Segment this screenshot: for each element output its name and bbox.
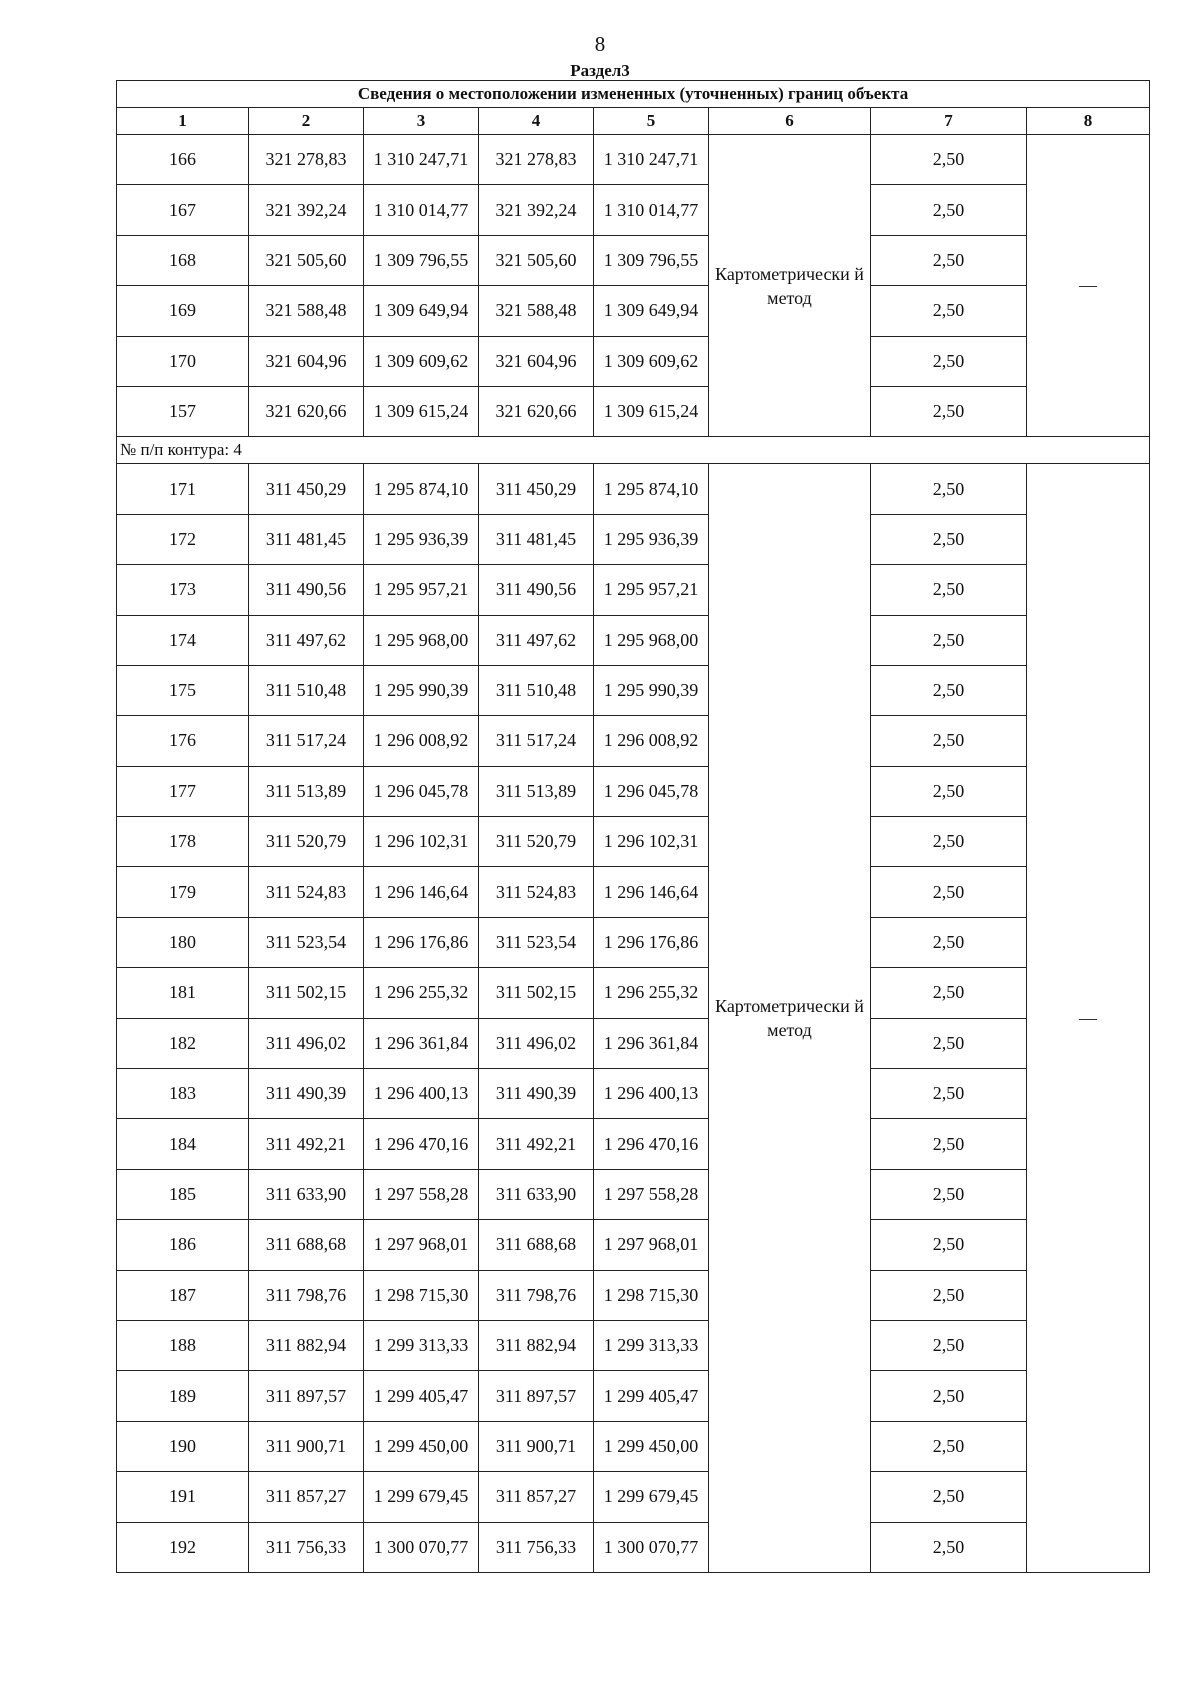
coordinate-y-cell: 1 299 679,45 xyxy=(364,1472,479,1522)
coordinate-x-cell: 311 633,90 xyxy=(249,1169,364,1219)
point-number-cell: 177 xyxy=(117,766,249,816)
table-row xyxy=(117,565,1150,615)
table-caption-row xyxy=(117,81,1150,108)
coordinate-y-cell: 1 296 255,32 xyxy=(364,968,479,1018)
point-number-cell: 185 xyxy=(117,1169,249,1219)
table-row xyxy=(117,1371,1150,1421)
table-row xyxy=(117,1320,1150,1370)
coordinate-y-cell: 1 299 313,33 xyxy=(594,1320,709,1370)
accuracy-cell: 2,50 xyxy=(871,386,1027,436)
coordinate-x-cell: 311 520,79 xyxy=(479,817,594,867)
point-number-cell: 166 xyxy=(117,135,249,185)
coordinate-y-cell: 1 309 649,94 xyxy=(364,286,479,336)
accuracy-cell: 2,50 xyxy=(871,514,1027,564)
table-row xyxy=(117,185,1150,235)
coordinate-y-cell: 1 309 796,55 xyxy=(364,235,479,285)
point-number-cell: 183 xyxy=(117,1069,249,1119)
coordinate-x-cell: 321 604,96 xyxy=(479,336,594,386)
coordinate-x-cell: 311 798,76 xyxy=(249,1270,364,1320)
coordinate-x-cell: 311 756,33 xyxy=(249,1522,364,1572)
table-row xyxy=(117,336,1150,386)
accuracy-cell: 2,50 xyxy=(871,1522,1027,1572)
point-number-cell: 178 xyxy=(117,817,249,867)
accuracy-cell: 2,50 xyxy=(871,1119,1027,1169)
coordinate-y-cell: 1 310 014,77 xyxy=(364,185,479,235)
accuracy-cell: 2,50 xyxy=(871,766,1027,816)
point-number-cell: 174 xyxy=(117,615,249,665)
accuracy-cell: 2,50 xyxy=(871,817,1027,867)
coordinate-x-cell: 311 502,15 xyxy=(249,968,364,1018)
coordinate-y-cell: 1 299 450,00 xyxy=(364,1421,479,1471)
coordinate-x-cell: 311 502,15 xyxy=(479,968,594,1018)
coordinate-x-cell: 311 481,45 xyxy=(479,514,594,564)
coordinate-y-cell: 1 309 649,94 xyxy=(594,286,709,336)
coordinate-y-cell: 1 309 796,55 xyxy=(594,235,709,285)
point-number-cell: 157 xyxy=(117,386,249,436)
point-number-cell: 169 xyxy=(117,286,249,336)
coordinate-x-cell: 311 688,68 xyxy=(479,1220,594,1270)
coordinate-x-cell: 321 588,48 xyxy=(249,286,364,336)
coordinate-y-cell: 1 296 045,78 xyxy=(364,766,479,816)
table-row xyxy=(117,1421,1150,1471)
coordinate-x-cell: 311 633,90 xyxy=(479,1169,594,1219)
coordinate-x-cell: 311 490,39 xyxy=(479,1069,594,1119)
coordinate-x-cell: 311 882,94 xyxy=(479,1320,594,1370)
coordinate-y-cell: 1 296 470,16 xyxy=(364,1119,479,1169)
boundary-coordinates-table xyxy=(116,80,1150,1573)
accuracy-cell: 2,50 xyxy=(871,615,1027,665)
coordinate-x-cell: 311 882,94 xyxy=(249,1320,364,1370)
coordinate-x-cell: 321 392,24 xyxy=(249,185,364,235)
accuracy-cell: 2,50 xyxy=(871,917,1027,967)
coordinate-y-cell: 1 296 176,86 xyxy=(594,917,709,967)
contour-label: № п/п контура: 4 xyxy=(117,437,1150,464)
accuracy-cell: 2,50 xyxy=(871,1069,1027,1119)
accuracy-cell: 2,50 xyxy=(871,135,1027,185)
point-number-cell: 170 xyxy=(117,336,249,386)
column-header: 2 xyxy=(249,108,364,135)
coordinate-y-cell: 1 296 008,92 xyxy=(364,716,479,766)
point-number-cell: 192 xyxy=(117,1522,249,1572)
coordinate-y-cell: 1 310 247,71 xyxy=(364,135,479,185)
table-row xyxy=(117,817,1150,867)
coordinate-x-cell: 311 688,68 xyxy=(249,1220,364,1270)
table-row xyxy=(117,665,1150,715)
column-header: 1 xyxy=(117,108,249,135)
point-number-cell: 187 xyxy=(117,1270,249,1320)
coordinate-x-cell: 311 857,27 xyxy=(479,1472,594,1522)
point-number-cell: 191 xyxy=(117,1472,249,1522)
coordinate-y-cell: 1 296 102,31 xyxy=(594,817,709,867)
coordinate-y-cell: 1 295 968,00 xyxy=(364,615,479,665)
page-number: 8 xyxy=(594,32,606,56)
point-number-cell: 180 xyxy=(117,917,249,967)
coordinate-x-cell: 311 497,62 xyxy=(479,615,594,665)
coordinate-x-cell: 321 505,60 xyxy=(479,235,594,285)
accuracy-cell: 2,50 xyxy=(871,1018,1027,1068)
coordinate-x-cell: 311 510,48 xyxy=(479,665,594,715)
column-header: 5 xyxy=(594,108,709,135)
table-row xyxy=(117,1069,1150,1119)
column-header: 8 xyxy=(1027,108,1150,135)
accuracy-cell: 2,50 xyxy=(871,1421,1027,1471)
accuracy-cell: 2,50 xyxy=(871,867,1027,917)
coordinate-y-cell: 1 296 470,16 xyxy=(594,1119,709,1169)
coordinate-x-cell: 311 492,21 xyxy=(479,1119,594,1169)
method-cell: Картометрически й метод xyxy=(709,135,871,437)
coordinate-x-cell: 311 900,71 xyxy=(479,1421,594,1471)
coordinate-x-cell: 311 481,45 xyxy=(249,514,364,564)
coordinate-y-cell: 1 295 936,39 xyxy=(594,514,709,564)
coordinate-x-cell: 311 490,56 xyxy=(249,565,364,615)
accuracy-cell: 2,50 xyxy=(871,1320,1027,1370)
coordinate-y-cell: 1 299 313,33 xyxy=(364,1320,479,1370)
coordinate-x-cell: 311 510,48 xyxy=(249,665,364,715)
coordinate-x-cell: 311 524,83 xyxy=(249,867,364,917)
coordinate-x-cell: 311 520,79 xyxy=(249,817,364,867)
accuracy-cell: 2,50 xyxy=(871,1169,1027,1219)
point-number-cell: 190 xyxy=(117,1421,249,1471)
coordinate-x-cell: 311 798,76 xyxy=(479,1270,594,1320)
table-row xyxy=(117,1018,1150,1068)
point-number-cell: 189 xyxy=(117,1371,249,1421)
coordinate-x-cell: 321 392,24 xyxy=(479,185,594,235)
coordinate-x-cell: 311 524,83 xyxy=(479,867,594,917)
table-row xyxy=(117,1270,1150,1320)
accuracy-cell: 2,50 xyxy=(871,464,1027,514)
coordinate-y-cell: 1 295 874,10 xyxy=(594,464,709,514)
coordinate-y-cell: 1 295 990,39 xyxy=(364,665,479,715)
table-row xyxy=(117,1119,1150,1169)
coordinate-x-cell: 311 513,89 xyxy=(479,766,594,816)
accuracy-cell: 2,50 xyxy=(871,716,1027,766)
coordinate-y-cell: 1 296 361,84 xyxy=(364,1018,479,1068)
coordinate-y-cell: 1 296 176,86 xyxy=(364,917,479,967)
coordinate-y-cell: 1 296 255,32 xyxy=(594,968,709,1018)
coordinate-x-cell: 311 496,02 xyxy=(479,1018,594,1068)
coordinate-y-cell: 1 296 102,31 xyxy=(364,817,479,867)
coordinate-y-cell: 1 297 968,01 xyxy=(594,1220,709,1270)
point-number-cell: 175 xyxy=(117,665,249,715)
accuracy-cell: 2,50 xyxy=(871,1270,1027,1320)
coordinate-y-cell: 1 295 968,00 xyxy=(594,615,709,665)
point-number-cell: 167 xyxy=(117,185,249,235)
accuracy-cell: 2,50 xyxy=(871,286,1027,336)
coordinate-x-cell: 311 496,02 xyxy=(249,1018,364,1068)
coordinate-y-cell: 1 295 990,39 xyxy=(594,665,709,715)
table-row xyxy=(117,917,1150,967)
coordinate-x-cell: 311 897,57 xyxy=(249,1371,364,1421)
table-row xyxy=(117,1522,1150,1572)
coordinate-y-cell: 1 299 405,47 xyxy=(364,1371,479,1421)
coordinate-y-cell: 1 300 070,77 xyxy=(594,1522,709,1572)
point-number-cell: 172 xyxy=(117,514,249,564)
coordinate-x-cell: 311 897,57 xyxy=(479,1371,594,1421)
point-number-cell: 181 xyxy=(117,968,249,1018)
accuracy-cell: 2,50 xyxy=(871,336,1027,386)
coordinate-y-cell: 1 299 450,00 xyxy=(594,1421,709,1471)
accuracy-cell: 2,50 xyxy=(871,185,1027,235)
point-number-cell: 182 xyxy=(117,1018,249,1068)
accuracy-cell: 2,50 xyxy=(871,1220,1027,1270)
coordinate-y-cell: 1 296 146,64 xyxy=(594,867,709,917)
coordinate-y-cell: 1 309 609,62 xyxy=(594,336,709,386)
coordinate-y-cell: 1 298 715,30 xyxy=(364,1270,479,1320)
coordinate-y-cell: 1 296 400,13 xyxy=(364,1069,479,1119)
accuracy-cell: 2,50 xyxy=(871,968,1027,1018)
section-title: Раздел3 xyxy=(570,61,630,80)
accuracy-cell: 2,50 xyxy=(871,1472,1027,1522)
coordinate-y-cell: 1 296 045,78 xyxy=(594,766,709,816)
coordinate-x-cell: 311 450,29 xyxy=(249,464,364,514)
coordinate-x-cell: 321 604,96 xyxy=(249,336,364,386)
table-caption: Сведения о местоположении измененных (уточненных) границ объекта xyxy=(117,81,1150,108)
coordinate-x-cell: 321 620,66 xyxy=(479,386,594,436)
coordinate-x-cell: 311 513,89 xyxy=(249,766,364,816)
coordinate-y-cell: 1 297 968,01 xyxy=(364,1220,479,1270)
accuracy-cell: 2,50 xyxy=(871,235,1027,285)
table-row xyxy=(117,968,1150,1018)
table-row xyxy=(117,235,1150,285)
coordinate-x-cell: 311 756,33 xyxy=(479,1522,594,1572)
accuracy-cell: 2,50 xyxy=(871,1371,1027,1421)
table-row xyxy=(117,867,1150,917)
coordinate-x-cell: 311 900,71 xyxy=(249,1421,364,1471)
coordinate-x-cell: 311 523,54 xyxy=(249,917,364,967)
coordinate-y-cell: 1 296 008,92 xyxy=(594,716,709,766)
table-row xyxy=(117,766,1150,816)
coordinate-x-cell: 311 517,24 xyxy=(249,716,364,766)
coordinate-y-cell: 1 310 247,71 xyxy=(594,135,709,185)
coordinate-y-cell: 1 295 936,39 xyxy=(364,514,479,564)
coordinate-y-cell: 1 296 361,84 xyxy=(594,1018,709,1068)
note-cell: — xyxy=(1027,464,1150,1573)
coordinate-y-cell: 1 295 874,10 xyxy=(364,464,479,514)
table-row xyxy=(117,1220,1150,1270)
point-number-cell: 173 xyxy=(117,565,249,615)
coordinate-x-cell: 321 278,83 xyxy=(249,135,364,185)
note-cell: — xyxy=(1027,135,1150,437)
coordinate-y-cell: 1 296 146,64 xyxy=(364,867,479,917)
coordinate-x-cell: 321 588,48 xyxy=(479,286,594,336)
coordinate-y-cell: 1 310 014,77 xyxy=(594,185,709,235)
table-row xyxy=(117,135,1150,185)
coordinate-x-cell: 311 517,24 xyxy=(479,716,594,766)
coordinate-x-cell: 321 620,66 xyxy=(249,386,364,436)
table-row xyxy=(117,514,1150,564)
column-header: 3 xyxy=(364,108,479,135)
point-number-cell: 168 xyxy=(117,235,249,285)
coordinate-x-cell: 311 523,54 xyxy=(479,917,594,967)
coordinate-y-cell: 1 295 957,21 xyxy=(364,565,479,615)
coordinate-y-cell: 1 298 715,30 xyxy=(594,1270,709,1320)
coordinate-x-cell: 311 497,62 xyxy=(249,615,364,665)
column-header: 4 xyxy=(479,108,594,135)
point-number-cell: 171 xyxy=(117,464,249,514)
coordinate-x-cell: 321 505,60 xyxy=(249,235,364,285)
point-number-cell: 176 xyxy=(117,716,249,766)
table-row xyxy=(117,464,1150,514)
point-number-cell: 188 xyxy=(117,1320,249,1370)
method-cell: Картометрически й метод xyxy=(709,464,871,1573)
table-row xyxy=(117,286,1150,336)
coordinate-x-cell: 311 490,39 xyxy=(249,1069,364,1119)
table-row xyxy=(117,615,1150,665)
coordinate-x-cell: 311 492,21 xyxy=(249,1119,364,1169)
coordinate-y-cell: 1 309 615,24 xyxy=(364,386,479,436)
point-number-cell: 184 xyxy=(117,1119,249,1169)
coordinate-x-cell: 311 857,27 xyxy=(249,1472,364,1522)
point-number-cell: 186 xyxy=(117,1220,249,1270)
table-row xyxy=(117,1472,1150,1522)
contour-row xyxy=(117,437,1150,464)
column-header: 7 xyxy=(871,108,1027,135)
coordinate-y-cell: 1 297 558,28 xyxy=(594,1169,709,1219)
coordinate-x-cell: 311 490,56 xyxy=(479,565,594,615)
coordinate-y-cell: 1 299 405,47 xyxy=(594,1371,709,1421)
column-number-row xyxy=(117,108,1150,135)
coordinate-y-cell: 1 297 558,28 xyxy=(364,1169,479,1219)
coordinate-y-cell: 1 309 615,24 xyxy=(594,386,709,436)
accuracy-cell: 2,50 xyxy=(871,565,1027,615)
coordinate-y-cell: 1 309 609,62 xyxy=(364,336,479,386)
table-row xyxy=(117,716,1150,766)
coordinate-x-cell: 321 278,83 xyxy=(479,135,594,185)
coordinate-y-cell: 1 299 679,45 xyxy=(594,1472,709,1522)
column-header: 6 xyxy=(709,108,871,135)
table-row xyxy=(117,386,1150,436)
coordinate-y-cell: 1 300 070,77 xyxy=(364,1522,479,1572)
coordinate-y-cell: 1 296 400,13 xyxy=(594,1069,709,1119)
coordinate-y-cell: 1 295 957,21 xyxy=(594,565,709,615)
point-number-cell: 179 xyxy=(117,867,249,917)
accuracy-cell: 2,50 xyxy=(871,665,1027,715)
table-row xyxy=(117,1169,1150,1219)
coordinate-x-cell: 311 450,29 xyxy=(479,464,594,514)
